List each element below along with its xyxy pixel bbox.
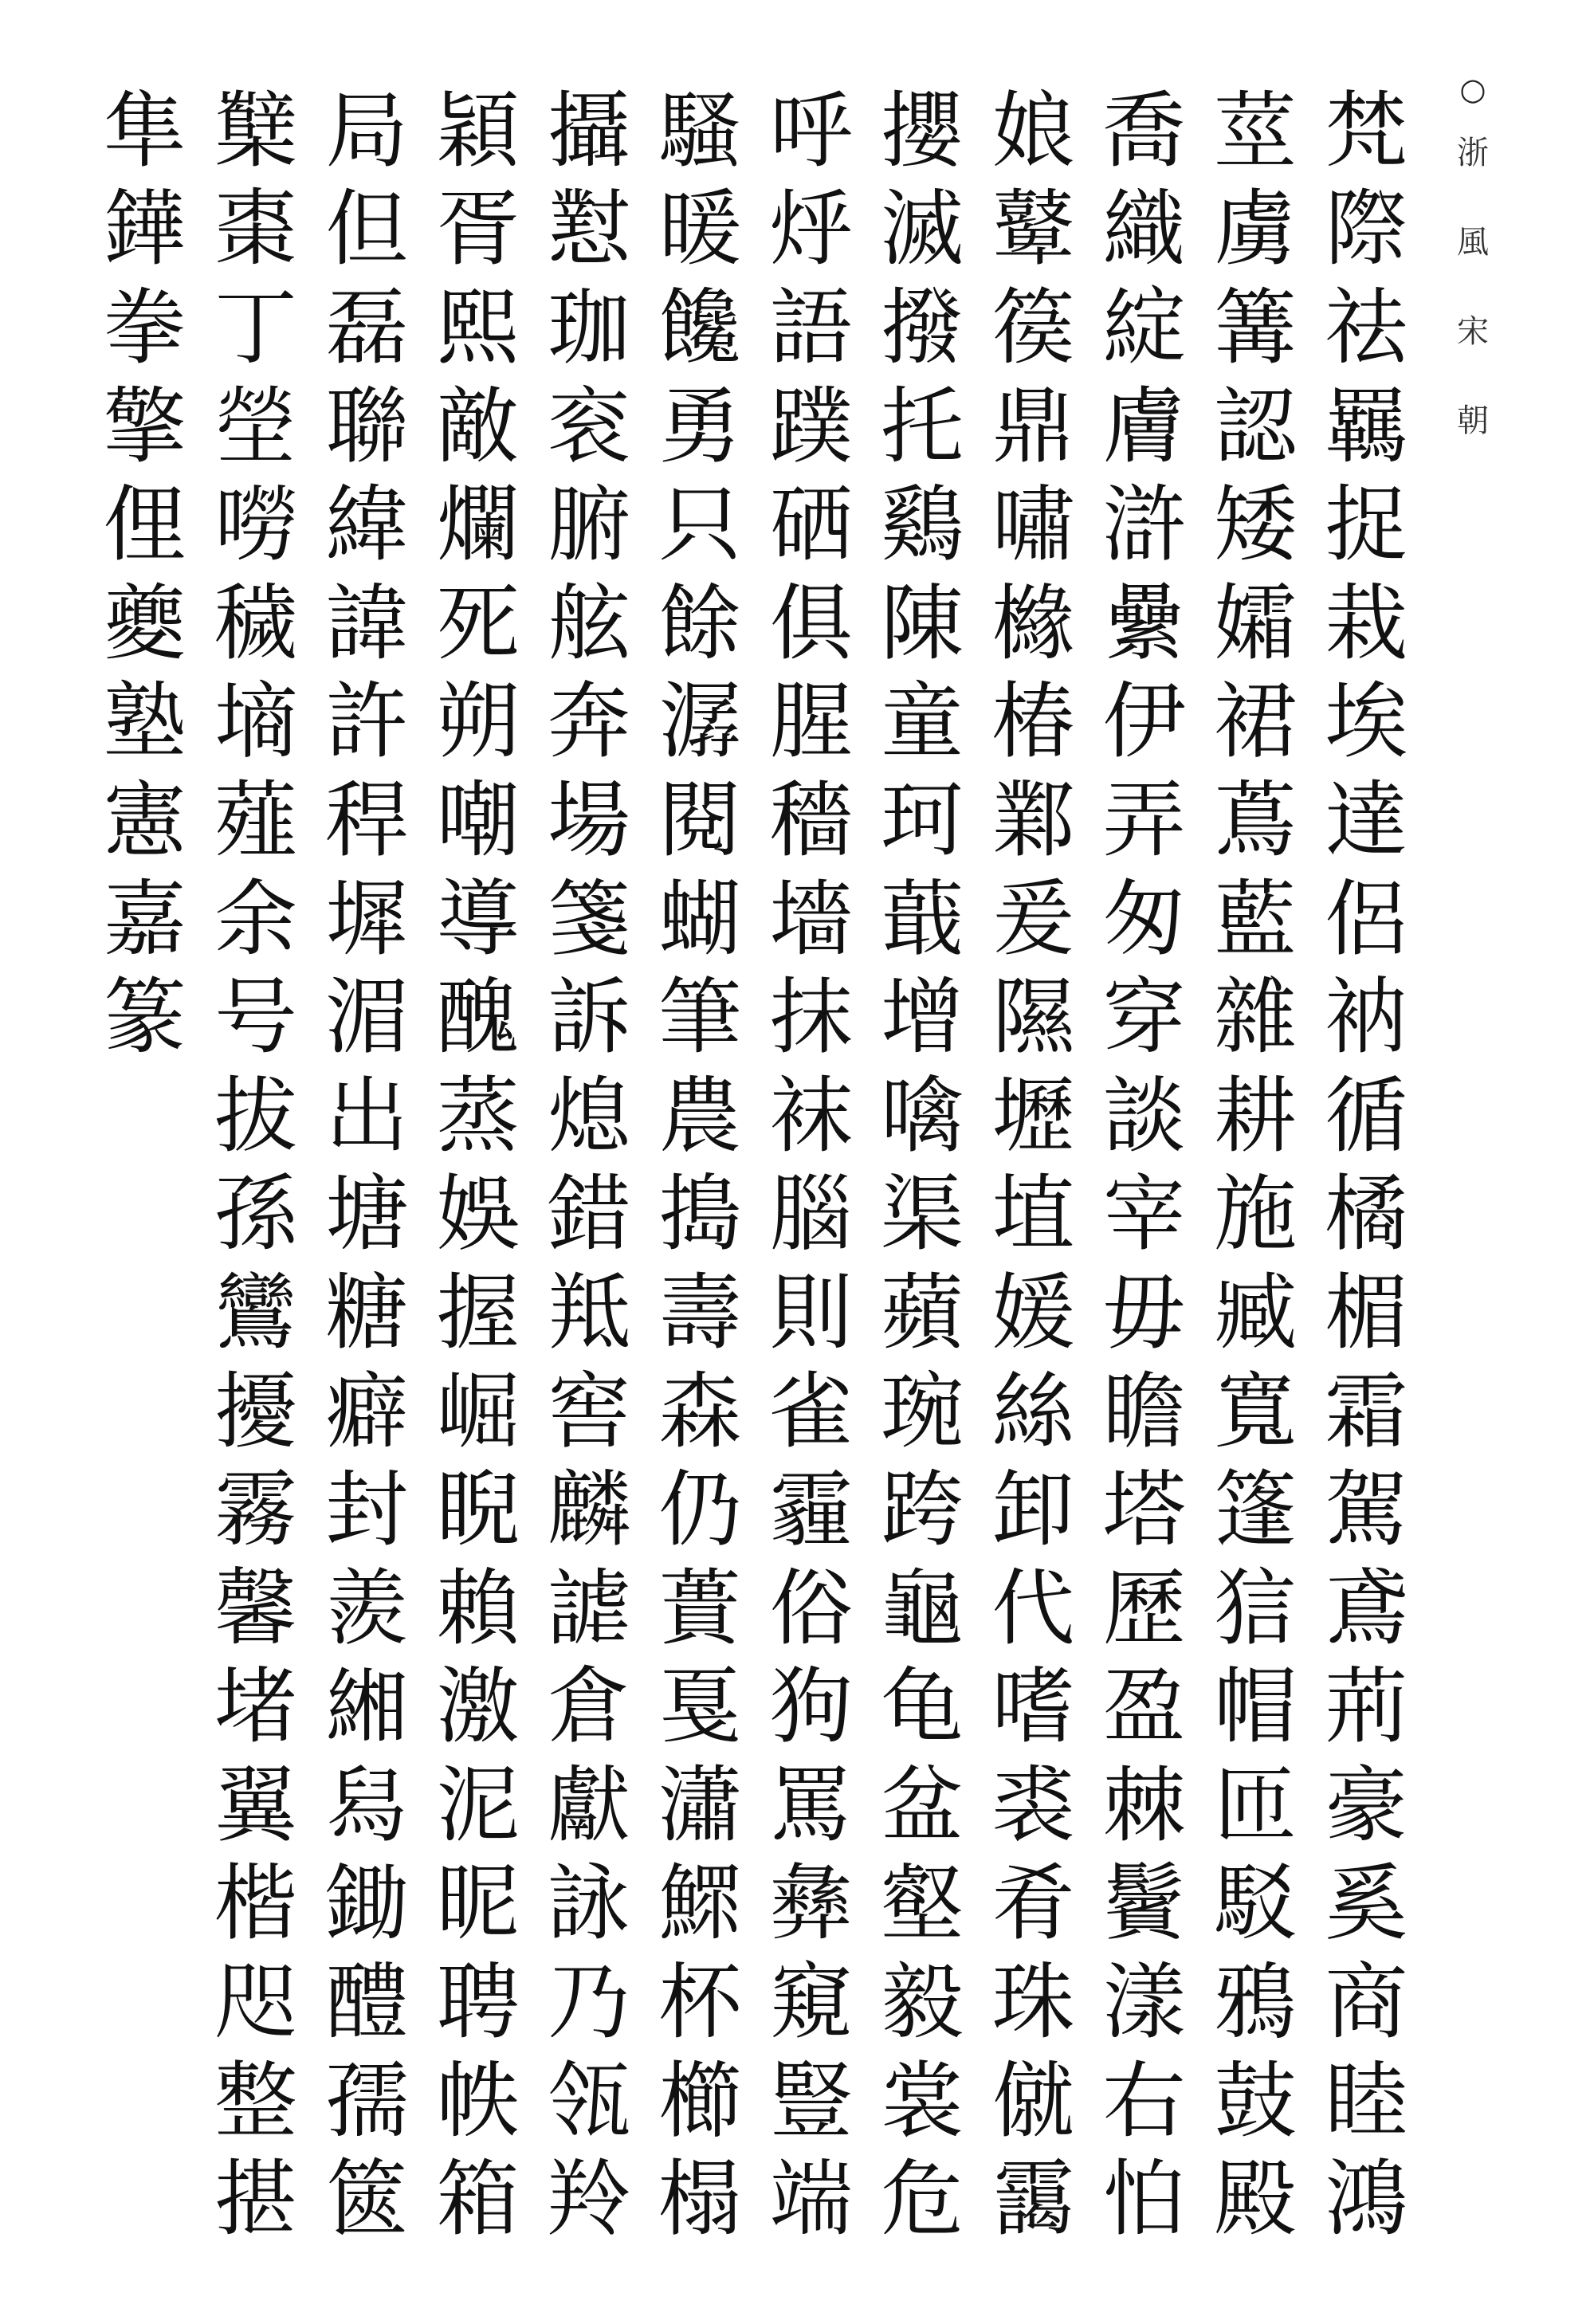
glyph-cell: 滸 bbox=[1102, 476, 1186, 574]
glyph-cell: 櫛 bbox=[658, 2051, 742, 2149]
glyph-cell: 咫 bbox=[214, 1953, 298, 2051]
glyph-cell: 毋 bbox=[1102, 1263, 1186, 1361]
glyph-cell: 帽 bbox=[1214, 1658, 1298, 1756]
glyph-cell: 霾 bbox=[769, 1461, 853, 1559]
glyph-cell: 達 bbox=[1325, 771, 1408, 869]
glyph-cell: 抹 bbox=[769, 968, 853, 1066]
glyph-cell: 醴 bbox=[325, 1953, 409, 2051]
side-caption bbox=[1435, 73, 1511, 494]
glyph-cell: 埃 bbox=[1325, 673, 1408, 771]
glyph-cell: 塾 bbox=[103, 673, 186, 771]
glyph-cell: 余 bbox=[214, 870, 298, 968]
glyph-cell: 捉 bbox=[1325, 476, 1408, 574]
glyph-cell: 瀟 bbox=[658, 1756, 742, 1854]
glyph-cell: 蕺 bbox=[881, 870, 964, 968]
glyph-cell: 嘯 bbox=[991, 476, 1075, 574]
glyph-cell: 杯 bbox=[658, 1953, 742, 2051]
glyph-cell: 穡 bbox=[769, 771, 853, 869]
glyph-cell: 端 bbox=[769, 2150, 853, 2248]
glyph-cell: 爛 bbox=[436, 476, 520, 574]
glyph-cell: 莖 bbox=[1214, 81, 1298, 179]
glyph-cell: 鄴 bbox=[991, 771, 1075, 869]
glyph-cell: 彝 bbox=[769, 1855, 853, 1953]
glyph-cell: 孺 bbox=[325, 2051, 409, 2149]
glyph-cell: 宰 bbox=[1102, 1165, 1186, 1263]
glyph-cell: 瞻 bbox=[1102, 1362, 1186, 1460]
glyph-cell: 藍 bbox=[1214, 870, 1298, 968]
glyph-cell: 耕 bbox=[1214, 1066, 1298, 1164]
glyph-cell: 蹼 bbox=[769, 377, 853, 475]
glyph-cell: 龟 bbox=[881, 1658, 964, 1756]
glyph-cell: 諱 bbox=[325, 574, 409, 672]
glyph-cell: 衮 bbox=[548, 377, 631, 475]
glyph-cell: 寬 bbox=[1214, 1362, 1298, 1460]
glyph-cell: 右 bbox=[1102, 2051, 1186, 2149]
glyph-cell: 弄 bbox=[1102, 771, 1186, 869]
glyph-cell: 嘲 bbox=[436, 771, 520, 869]
glyph-cell: 穎 bbox=[436, 81, 520, 179]
glyph-cell: 場 bbox=[548, 771, 631, 869]
glyph-cell: 死 bbox=[436, 574, 520, 672]
glyph-cell: 龜 bbox=[881, 1559, 964, 1657]
glyph-cell: 喬 bbox=[1102, 81, 1186, 179]
glyph-cell: 封 bbox=[325, 1461, 409, 1559]
glyph-cell: 綻 bbox=[1102, 278, 1186, 376]
glyph-cell: 暖 bbox=[658, 180, 742, 278]
glyph-cell: 撥 bbox=[881, 278, 964, 376]
glyph-cell: 衲 bbox=[1325, 968, 1408, 1066]
glyph-cell: 磊 bbox=[325, 278, 409, 376]
glyph-cell: 鬢 bbox=[1102, 1855, 1186, 1953]
glyph-cell: 鏵 bbox=[103, 180, 186, 278]
glyph-cell: 裘 bbox=[991, 1756, 1075, 1854]
glyph-cell: 塘 bbox=[325, 1165, 409, 1263]
glyph-cell: 棘 bbox=[1102, 1756, 1186, 1854]
glyph-cell: 睨 bbox=[436, 1461, 520, 1559]
glyph-cell: 嘉 bbox=[103, 870, 186, 968]
glyph-cell: 商 bbox=[1325, 1953, 1408, 2051]
glyph-cell: 危 bbox=[881, 2150, 964, 2248]
glyph-cell: 渠 bbox=[881, 1165, 964, 1263]
glyph-cell: 隰 bbox=[991, 968, 1075, 1066]
glyph-cell: 祛 bbox=[1325, 278, 1408, 376]
glyph-cell: 纍 bbox=[1102, 574, 1186, 672]
glyph-cell: 鼓 bbox=[1214, 2051, 1298, 2149]
glyph-cell: 際 bbox=[1325, 180, 1408, 278]
glyph-cell: 羨 bbox=[325, 1559, 409, 1657]
glyph-cell: 謔 bbox=[548, 1559, 631, 1657]
glyph-cell: 琬 bbox=[881, 1362, 964, 1460]
glyph-cell: 壽 bbox=[658, 1263, 742, 1361]
glyph-cell: 昵 bbox=[436, 1855, 520, 1953]
glyph-cell: 翼 bbox=[214, 1756, 298, 1854]
glyph-cell: 絲 bbox=[991, 1362, 1075, 1460]
glyph-cell: 俚 bbox=[103, 476, 186, 574]
glyph-cell: 虜 bbox=[1214, 180, 1298, 278]
glyph-cell: 羝 bbox=[548, 1263, 631, 1361]
glyph-cell: 戛 bbox=[658, 1658, 742, 1756]
glyph-cell: 湄 bbox=[325, 968, 409, 1066]
glyph-cell: 仍 bbox=[658, 1461, 742, 1559]
glyph-cell: 熙 bbox=[436, 278, 520, 376]
glyph-cell: 滅 bbox=[881, 180, 964, 278]
glyph-cell: 代 bbox=[991, 1559, 1075, 1657]
glyph-cell: 但 bbox=[325, 180, 409, 278]
caption-circle-marker: ○ bbox=[1459, 72, 1486, 107]
glyph-cell: 侶 bbox=[1325, 870, 1408, 968]
glyph-cell: 拳 bbox=[103, 278, 186, 376]
glyph-cell: 鴉 bbox=[1214, 1953, 1298, 2051]
glyph-cell: 饞 bbox=[658, 278, 742, 376]
glyph-cell: 增 bbox=[881, 968, 964, 1066]
glyph-cell: 局 bbox=[325, 81, 409, 179]
glyph-cell: 娘 bbox=[991, 81, 1075, 179]
glyph-cell: 墀 bbox=[325, 870, 409, 968]
glyph-cell: 跨 bbox=[881, 1461, 964, 1559]
glyph-cell: 雀 bbox=[769, 1362, 853, 1460]
glyph-cell: 拔 bbox=[214, 1066, 298, 1164]
glyph-cell: 珂 bbox=[881, 771, 964, 869]
glyph-cell: 舄 bbox=[325, 1756, 409, 1854]
glyph-cell: 詠 bbox=[548, 1855, 631, 1953]
glyph-cell: 出 bbox=[325, 1066, 409, 1164]
glyph-cell: 櫱 bbox=[214, 81, 298, 179]
glyph-cell: 楣 bbox=[1325, 1263, 1408, 1361]
glyph-cell: 握 bbox=[436, 1263, 520, 1361]
glyph-cell: 胥 bbox=[436, 180, 520, 278]
glyph-cell: 蕢 bbox=[658, 1559, 742, 1657]
glyph-cell: 孫 bbox=[214, 1165, 298, 1263]
glyph-cell: 俱 bbox=[769, 574, 853, 672]
glyph-cell: 蔦 bbox=[1214, 771, 1298, 869]
glyph-cell: 騷 bbox=[658, 81, 742, 179]
glyph-cell: 箋 bbox=[548, 870, 631, 968]
glyph-cell: 墻 bbox=[769, 870, 853, 968]
glyph-cell: 荊 bbox=[1325, 1658, 1408, 1756]
glyph-cell: 楷 bbox=[214, 1855, 298, 1953]
glyph-cell: 霜 bbox=[1325, 1362, 1408, 1460]
glyph-cell: 農 bbox=[658, 1066, 742, 1164]
glyph-cell: 揕 bbox=[214, 2150, 298, 2248]
glyph-cell: 篌 bbox=[991, 278, 1075, 376]
glyph-cell: 篆 bbox=[103, 968, 186, 1066]
glyph-cell: 梵 bbox=[1325, 81, 1408, 179]
glyph-cell: 墒 bbox=[214, 673, 298, 771]
glyph-cell: 窺 bbox=[769, 1953, 853, 2051]
glyph-cell: 懟 bbox=[548, 180, 631, 278]
glyph-cell: 毅 bbox=[881, 1953, 964, 2051]
glyph-cell: 泥 bbox=[436, 1756, 520, 1854]
glyph-cell: 鼙 bbox=[991, 180, 1075, 278]
glyph-cell: 盆 bbox=[881, 1756, 964, 1854]
glyph-cell: 餘 bbox=[658, 574, 742, 672]
glyph-cell: 腑 bbox=[548, 476, 631, 574]
glyph-cell: 窖 bbox=[548, 1362, 631, 1460]
glyph-cell: 攝 bbox=[548, 81, 631, 179]
glyph-cell: 薤 bbox=[214, 771, 298, 869]
glyph-cell: 椿 bbox=[991, 673, 1075, 771]
glyph-cell: 潺 bbox=[658, 673, 742, 771]
glyph-cell: 雜 bbox=[1214, 968, 1298, 1066]
glyph-cell: 堵 bbox=[214, 1658, 298, 1756]
glyph-cell: 裙 bbox=[1214, 673, 1298, 771]
glyph-cell: 裳 bbox=[881, 2051, 964, 2149]
glyph-cell: 織 bbox=[1102, 180, 1186, 278]
glyph-cell: 噙 bbox=[881, 1066, 964, 1164]
glyph-cell: 童 bbox=[881, 673, 964, 771]
glyph-cell: 崛 bbox=[436, 1362, 520, 1460]
glyph-cell: 鸞 bbox=[214, 1263, 298, 1361]
glyph-cell: 呼 bbox=[769, 81, 853, 179]
glyph-cell: 憲 bbox=[103, 771, 186, 869]
glyph-cell: 漾 bbox=[1102, 1953, 1186, 2051]
glyph-cell: 霧 bbox=[214, 1461, 298, 1559]
glyph-cell: 麟 bbox=[548, 1461, 631, 1559]
glyph-cell: 靄 bbox=[991, 2150, 1075, 2248]
glyph-cell: 烀 bbox=[769, 180, 853, 278]
glyph-cell: 篝 bbox=[1214, 278, 1298, 376]
caption-char: 宋 bbox=[1457, 313, 1489, 350]
glyph-cell: 狺 bbox=[1214, 1559, 1298, 1657]
glyph-cell: 鷄 bbox=[881, 476, 964, 574]
glyph-cell: 伊 bbox=[1102, 673, 1186, 771]
glyph-cell: 舷 bbox=[548, 574, 631, 672]
glyph-cell: 朔 bbox=[436, 673, 520, 771]
glyph-cell: 鴻 bbox=[1325, 2150, 1408, 2248]
glyph-cell: 豎 bbox=[769, 2051, 853, 2149]
glyph-cell: 駁 bbox=[1214, 1855, 1298, 1953]
glyph-cell: 聯 bbox=[325, 377, 409, 475]
glyph-cell: 俗 bbox=[769, 1559, 853, 1657]
glyph-cell: 整 bbox=[214, 2051, 298, 2149]
glyph-cell: 奚 bbox=[1325, 1855, 1408, 1953]
glyph-cell: 稈 bbox=[325, 771, 409, 869]
glyph-cell: 緯 bbox=[325, 476, 409, 574]
glyph-cell: 羚 bbox=[548, 2150, 631, 2248]
glyph-cell: 孀 bbox=[1214, 574, 1298, 672]
glyph-cell: 陳 bbox=[881, 574, 964, 672]
glyph-cell: 媛 bbox=[991, 1263, 1075, 1361]
glyph-cell: 托 bbox=[881, 377, 964, 475]
glyph-cell: 循 bbox=[1325, 1066, 1408, 1164]
glyph-cell: 肴 bbox=[991, 1855, 1075, 1953]
glyph-cell: 棗 bbox=[214, 180, 298, 278]
glyph-cell: 搗 bbox=[658, 1165, 742, 1263]
glyph-cell: 壢 bbox=[991, 1066, 1075, 1164]
glyph-cell: 穿 bbox=[1102, 968, 1186, 1066]
glyph-cell: 帙 bbox=[436, 2051, 520, 2149]
glyph-cell: 箱 bbox=[436, 2150, 520, 2248]
glyph-cell: 娛 bbox=[436, 1165, 520, 1263]
glyph-cell: 袜 bbox=[769, 1066, 853, 1164]
caption-char: 朝 bbox=[1457, 402, 1489, 439]
glyph-cell: 勇 bbox=[658, 377, 742, 475]
glyph-cell: 壑 bbox=[881, 1855, 964, 1953]
glyph-cell: 丁 bbox=[214, 278, 298, 376]
glyph-cell: 奔 bbox=[548, 673, 631, 771]
glyph-cell: 罵 bbox=[769, 1756, 853, 1854]
caption-char: 浙 bbox=[1457, 135, 1489, 171]
glyph-cell: 醜 bbox=[436, 968, 520, 1066]
glyph-cell: 僦 bbox=[991, 2051, 1075, 2149]
glyph-cell: 篷 bbox=[1214, 1461, 1298, 1559]
glyph-cell: 嗜 bbox=[991, 1658, 1075, 1756]
glyph-cell: 導 bbox=[436, 870, 520, 968]
glyph-cell: 夔 bbox=[103, 574, 186, 672]
glyph-cell: 篋 bbox=[325, 2150, 409, 2248]
glyph-cell: 許 bbox=[325, 673, 409, 771]
glyph-cell: 歷 bbox=[1102, 1559, 1186, 1657]
glyph-cell: 攖 bbox=[881, 81, 964, 179]
glyph-cell: 膚 bbox=[1102, 377, 1186, 475]
glyph-cell: 匆 bbox=[1102, 870, 1186, 968]
glyph-cell: 癖 bbox=[325, 1362, 409, 1460]
glyph-cell: 爰 bbox=[991, 870, 1075, 968]
glyph-cell: 鼎 bbox=[991, 377, 1075, 475]
glyph-cell: 只 bbox=[658, 476, 742, 574]
glyph-cell: 獻 bbox=[548, 1756, 631, 1854]
glyph-cell: 蒸 bbox=[436, 1066, 520, 1164]
glyph-cell: 擾 bbox=[214, 1362, 298, 1460]
glyph-cell: 豪 bbox=[1325, 1756, 1408, 1854]
glyph-cell: 蝴 bbox=[658, 870, 742, 968]
glyph-cell: 狗 bbox=[769, 1658, 853, 1756]
glyph-cell: 臧 bbox=[1214, 1263, 1298, 1361]
glyph-cell: 匝 bbox=[1214, 1756, 1298, 1854]
glyph-cell: 擎 bbox=[103, 377, 186, 475]
glyph-cell: 塔 bbox=[1102, 1461, 1186, 1559]
glyph-cell: 隼 bbox=[103, 81, 186, 179]
glyph-cell: 号 bbox=[214, 968, 298, 1066]
glyph-cell: 矮 bbox=[1214, 476, 1298, 574]
character-grid bbox=[89, 81, 1422, 2249]
glyph-cell: 訴 bbox=[548, 968, 631, 1066]
glyph-cell: 糖 bbox=[325, 1263, 409, 1361]
glyph-cell: 賴 bbox=[436, 1559, 520, 1657]
glyph-cell: 腦 bbox=[769, 1165, 853, 1263]
glyph-cell: 筆 bbox=[658, 968, 742, 1066]
glyph-cell: 穢 bbox=[214, 574, 298, 672]
glyph-cell: 談 bbox=[1102, 1066, 1186, 1164]
glyph-cell: 嘮 bbox=[214, 476, 298, 574]
glyph-cell: 盈 bbox=[1102, 1658, 1186, 1756]
glyph-cell: 羈 bbox=[1325, 377, 1408, 475]
glyph-cell: 腥 bbox=[769, 673, 853, 771]
glyph-cell: 緗 bbox=[325, 1658, 409, 1756]
glyph-cell: 鳶 bbox=[1325, 1559, 1408, 1657]
glyph-cell: 塋 bbox=[214, 377, 298, 475]
glyph-cell: 熄 bbox=[548, 1066, 631, 1164]
glyph-cell: 栽 bbox=[1325, 574, 1408, 672]
glyph-cell: 埴 bbox=[991, 1165, 1075, 1263]
glyph-cell: 卸 bbox=[991, 1461, 1075, 1559]
glyph-cell: 怕 bbox=[1102, 2150, 1186, 2248]
glyph-cell: 語 bbox=[769, 278, 853, 376]
glyph-cell: 駕 bbox=[1325, 1461, 1408, 1559]
glyph-cell: 森 bbox=[658, 1362, 742, 1460]
glyph-cell: 敵 bbox=[436, 377, 520, 475]
glyph-cell: 鰥 bbox=[658, 1855, 742, 1953]
glyph-cell: 櫞 bbox=[991, 574, 1075, 672]
glyph-cell: 閱 bbox=[658, 771, 742, 869]
glyph-cell: 倉 bbox=[548, 1658, 631, 1756]
glyph-cell: 施 bbox=[1214, 1165, 1298, 1263]
glyph-cell: 則 bbox=[769, 1263, 853, 1361]
glyph-cell: 殿 bbox=[1214, 2150, 1298, 2248]
glyph-cell: 聘 bbox=[436, 1953, 520, 2051]
glyph-cell: 睦 bbox=[1325, 2051, 1408, 2149]
glyph-cell: 錯 bbox=[548, 1165, 631, 1263]
glyph-cell: 珈 bbox=[548, 278, 631, 376]
glyph-cell: 榻 bbox=[658, 2150, 742, 2248]
glyph-cell: 馨 bbox=[214, 1559, 298, 1657]
glyph-cell: 鋤 bbox=[325, 1855, 409, 1953]
glyph-cell: 硒 bbox=[769, 476, 853, 574]
glyph-cell: 認 bbox=[1214, 377, 1298, 475]
glyph-cell: 乃 bbox=[548, 1953, 631, 2051]
caption-char: 風 bbox=[1457, 224, 1489, 261]
glyph-cell: 橘 bbox=[1325, 1165, 1408, 1263]
glyph-cell: 瓴 bbox=[548, 2051, 631, 2149]
glyph-cell: 珠 bbox=[991, 1953, 1075, 2051]
glyph-cell: 激 bbox=[436, 1658, 520, 1756]
glyph-cell: 蘋 bbox=[881, 1263, 964, 1361]
